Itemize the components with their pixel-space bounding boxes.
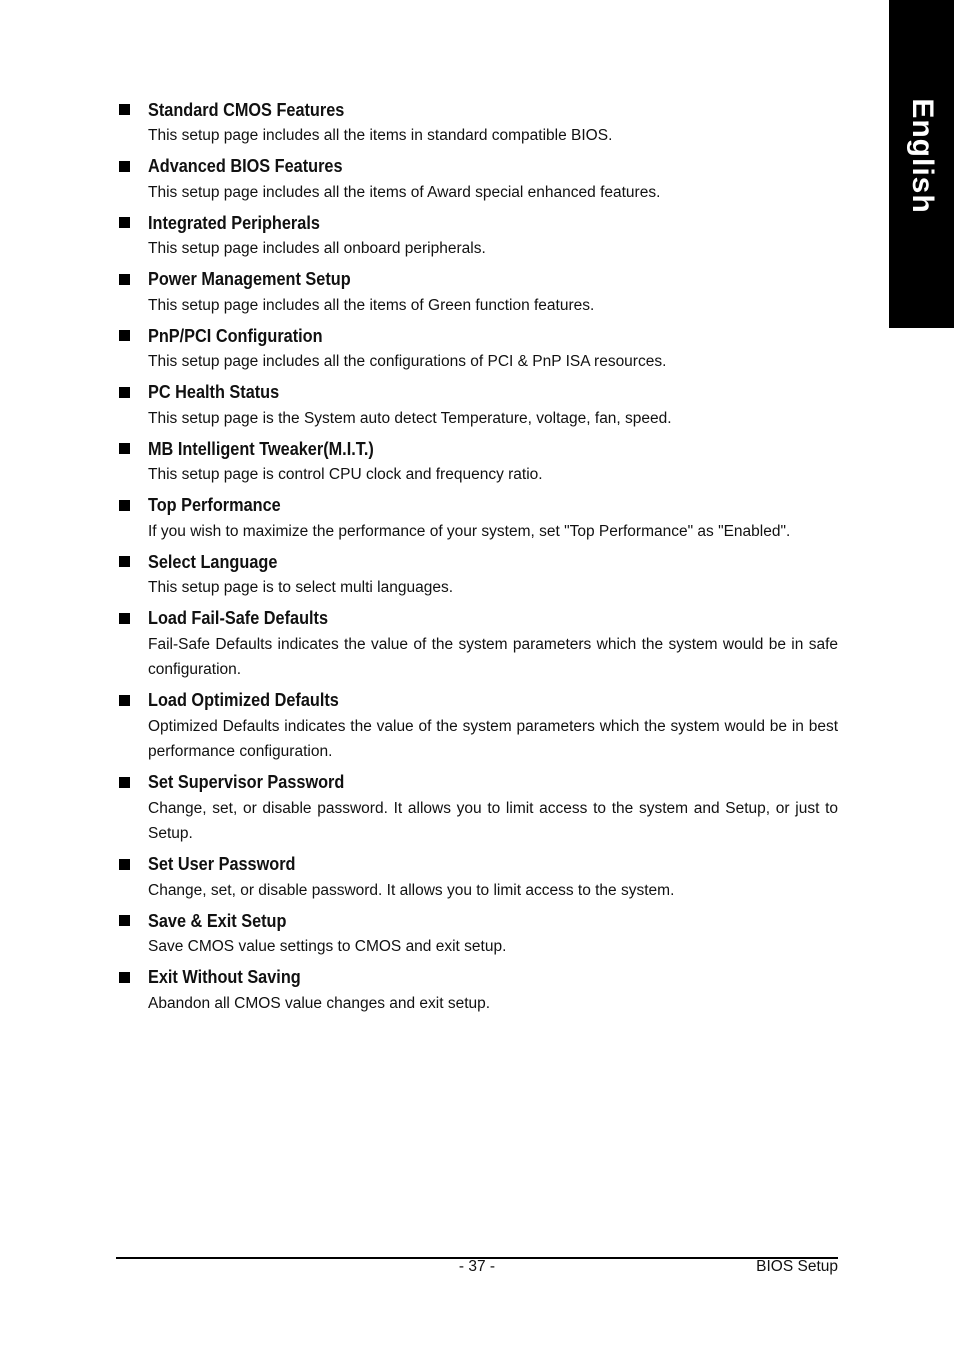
square-bullet-icon (119, 387, 130, 398)
section-title: Advanced BIOS Features (148, 155, 343, 176)
section-pnp-pci-configuration (116, 322, 838, 375)
square-bullet-icon (119, 330, 130, 341)
square-bullet-icon (119, 859, 130, 870)
section-title: Exit Without Saving (148, 966, 301, 987)
square-bullet-icon (119, 500, 130, 511)
section-title: Load Optimized Defaults (148, 689, 339, 710)
square-bullet-icon (119, 613, 130, 624)
section-header (116, 435, 838, 462)
section-header (116, 266, 838, 293)
section-description: This setup page is control CPU clock and frequency ratio. (148, 466, 543, 483)
section-header (116, 769, 838, 796)
square-bullet-icon (119, 695, 130, 706)
section-save-exit-setup (116, 907, 838, 960)
section-description: Fail-Safe Defaults indicates the value of the system parameters which the system would be in safe configuration. (148, 635, 838, 678)
section-description: Save CMOS value settings to CMOS and exit setup. (148, 938, 507, 955)
section-header (116, 379, 838, 406)
section-header (116, 964, 838, 991)
section-title: Integrated Peripherals (148, 211, 320, 233)
section-description: If you wish to maximize the performance of your system, set "Top Performance" as "Enabled". (148, 522, 791, 540)
section-description: This setup page includes all the items of Green function features. (148, 296, 595, 314)
section-title: MB Intelligent Tweaker(M.I.T.) (148, 437, 374, 459)
section-title: Select Language (148, 550, 278, 572)
page-number: - 37 - (458, 1258, 496, 1275)
section-title: Save & Exit Setup (148, 909, 287, 931)
section-title: Set User Password (148, 853, 296, 874)
language-tab (889, 0, 954, 328)
section-power-management-setup (116, 266, 838, 319)
section-header (116, 851, 838, 878)
section-description: Change, set, or disable password. It allows you to limit access to the system and Setup, or just to Setup. (148, 799, 838, 842)
section-header (116, 907, 838, 934)
section-title: PC Health Status (148, 381, 280, 402)
section-load-optimized-defaults (116, 687, 838, 765)
square-bullet-icon (119, 104, 130, 115)
section-title: Load Fail-Safe Defaults (148, 607, 329, 628)
section-title: Set Supervisor Password (148, 771, 345, 792)
section-header (116, 492, 838, 519)
square-bullet-icon (119, 161, 130, 172)
square-bullet-icon (119, 556, 130, 567)
square-bullet-icon (119, 972, 130, 983)
section-set-supervisor-password (116, 769, 838, 847)
section-header (116, 153, 838, 180)
section-header (116, 96, 838, 123)
section-pc-health-status (116, 379, 838, 432)
section-title: PnP/PCI Configuration (148, 324, 323, 346)
square-bullet-icon (119, 274, 130, 285)
section-description: Optimized Defaults indicates the value of the system parameters which the system would be in best performance configuration. (148, 717, 838, 760)
section-select-language (116, 548, 838, 601)
section-mb-intelligent-tweaker (116, 435, 838, 488)
square-bullet-icon (119, 915, 130, 926)
section-top-performance (116, 492, 838, 545)
section-description: This setup page includes all onboard peripherals. (148, 240, 486, 257)
section-description: Abandon all CMOS value changes and exit setup. (148, 994, 491, 1012)
section-header (116, 209, 838, 236)
section-description: Change, set, or disable password. It allows you to limit access to the system. (148, 881, 675, 899)
section-description: This setup page includes all the items of Award special enhanced features. (148, 183, 661, 201)
section-integrated-peripherals (116, 209, 838, 262)
section-load-fail-safe-defaults (116, 605, 838, 683)
square-bullet-icon (119, 217, 130, 228)
footer-section-name: BIOS Setup (756, 1258, 838, 1275)
section-title: Top Performance (148, 494, 281, 515)
section-description: This setup page includes all the items in standard compatible BIOS. (148, 127, 613, 144)
section-header (116, 605, 838, 632)
menu-description-list (116, 96, 838, 1020)
section-description: This setup page is to select multi languages. (148, 579, 454, 596)
section-advanced-bios-features (116, 153, 838, 206)
section-description: This setup page includes all the configurations of PCI & PnP ISA resources. (148, 353, 667, 370)
section-title: Standard CMOS Features (148, 98, 345, 120)
square-bullet-icon (119, 443, 130, 454)
square-bullet-icon (119, 777, 130, 788)
section-exit-without-saving (116, 964, 838, 1017)
section-standard-cmos-features (116, 96, 838, 149)
section-header (116, 548, 838, 575)
section-header (116, 322, 838, 349)
section-title: Power Management Setup (148, 268, 351, 289)
section-header (116, 687, 838, 714)
section-description: This setup page is the System auto detect Temperature, voltage, fan, speed. (148, 409, 672, 427)
language-tab-label: English (905, 98, 939, 214)
section-set-user-password (116, 851, 838, 904)
